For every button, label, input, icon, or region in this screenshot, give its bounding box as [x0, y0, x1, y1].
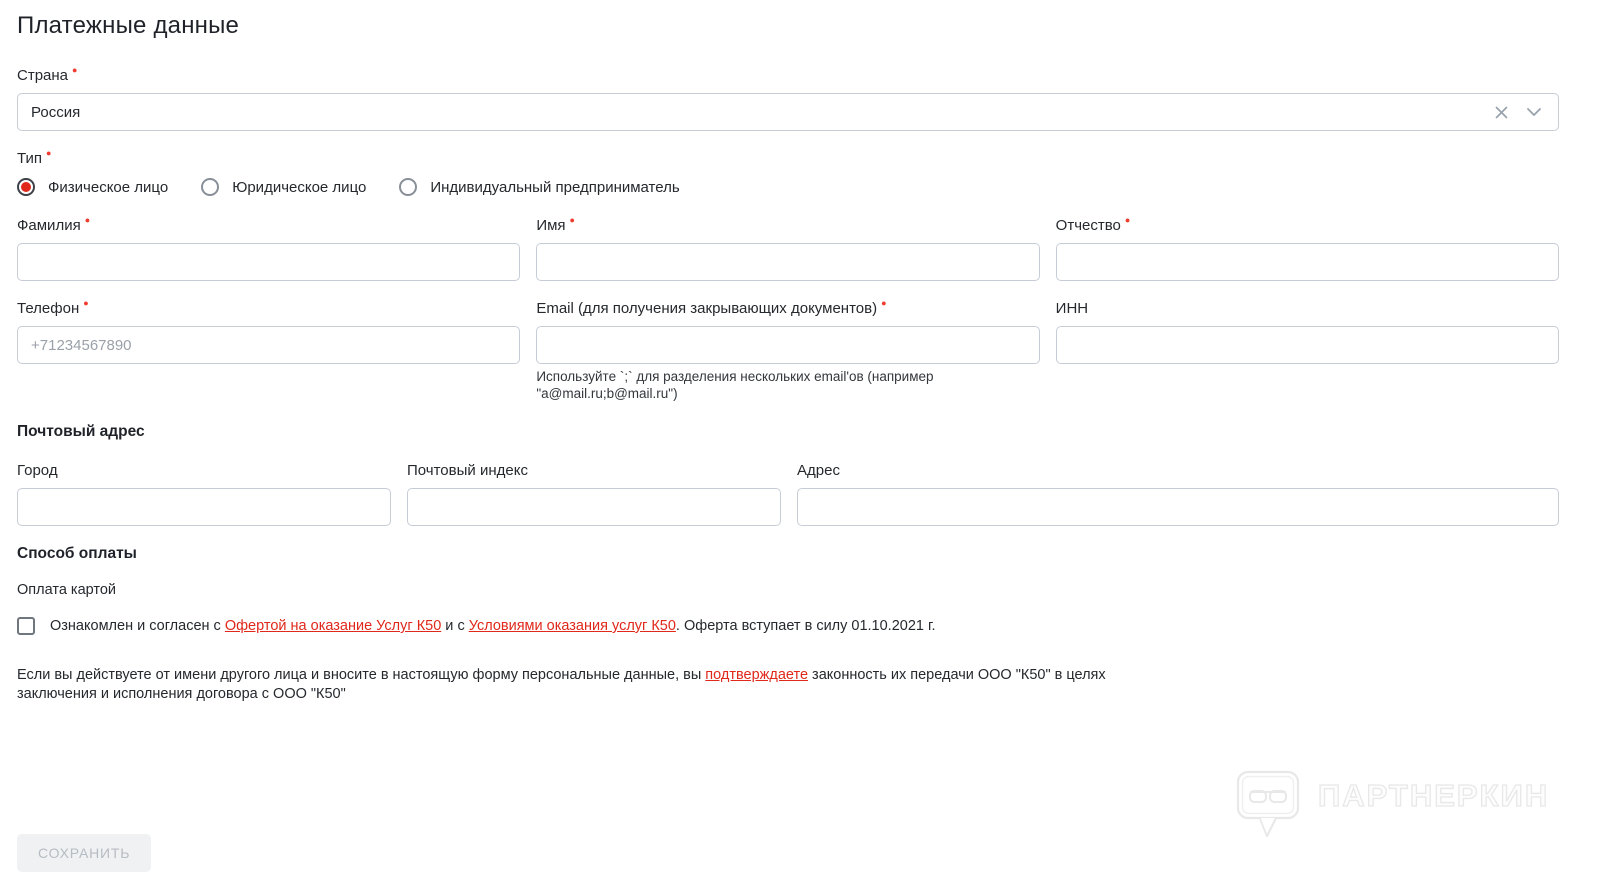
disclaimer-before: Если вы действуете от имени другого лица и вносите в настоящую форму персональные данные, вы: [17, 667, 706, 683]
city-input[interactable]: [17, 488, 391, 526]
radio-unchecked-icon: [399, 178, 417, 196]
phone-label: [17, 300, 520, 318]
postal-code-field-group: [407, 462, 781, 526]
radio-label: Индивидуальный предприниматель: [430, 178, 680, 196]
type-label-text: Тип: [17, 150, 43, 167]
postal-code-label-text: Почтовый индекс: [407, 462, 528, 479]
required-dot: ●: [569, 215, 575, 225]
email-field-group: [536, 300, 1039, 402]
country-select-value: Россия: [31, 103, 81, 121]
disclaimer-text: [17, 666, 1167, 704]
terms-link[interactable]: Условиями оказания услуг К50: [468, 618, 676, 634]
payment-method-value: Оплата картой: [17, 582, 117, 598]
last-name-field-group: [17, 217, 520, 281]
country-label: [17, 67, 1559, 85]
agreement-text-after: . Оферта вступает в силу 01.10.2021 г.: [675, 618, 936, 634]
middle-name-input[interactable]: [1056, 243, 1559, 281]
country-label-text: Страна: [17, 67, 69, 84]
payment-method-section-title: Способ оплаты: [17, 545, 137, 562]
first-name-input[interactable]: [536, 243, 1039, 281]
city-label: [17, 462, 391, 480]
city-field-group: [17, 462, 391, 526]
radio-label: Юридическое лицо: [232, 178, 367, 196]
contact-fields-row: [17, 300, 1559, 402]
inn-label-text: ИНН: [1055, 300, 1089, 317]
required-dot: ●: [1124, 215, 1131, 225]
required-dot: ●: [83, 298, 89, 308]
disclaimer-after: законность их передачи ООО "К50" в целях заключения и исполнения договора с ООО "К50": [17, 667, 1106, 702]
country-select[interactable]: [17, 93, 1559, 131]
page-title: Платежные данные: [17, 12, 240, 39]
middle-name-label-text: Отчество: [1055, 217, 1121, 234]
last-name-label-text: Фамилия: [17, 217, 81, 234]
type-label: [17, 150, 1559, 168]
confirm-link[interactable]: подтверждаете: [705, 667, 809, 683]
email-label-text: Email (для получения закрывающих документов): [536, 300, 878, 317]
phone-label-text: Телефон: [17, 300, 80, 317]
email-input[interactable]: [536, 326, 1039, 364]
required-dot: ●: [881, 298, 887, 308]
radio-entrepreneur[interactable]: [399, 178, 679, 196]
address-label: [797, 462, 1559, 480]
first-name-label-text: Имя: [536, 217, 566, 234]
agreement-text: [50, 618, 936, 634]
agreement-text-middle: и с: [441, 618, 469, 634]
postal-code-label: [407, 462, 781, 480]
first-name-field-group: [536, 217, 1039, 281]
partnerkin-logo-icon: [1236, 770, 1302, 838]
radio-individual-person[interactable]: [17, 178, 168, 196]
email-hint: Используйте `;` для разделения нескольких email'ов (например "a@mail.ru;b@mail.ru"): [536, 369, 934, 401]
agreement-row: [17, 617, 1559, 635]
phone-field-group: [17, 300, 520, 402]
email-label: [536, 300, 1039, 318]
address-fields-row: [17, 462, 1559, 526]
address-label-text: Адрес: [797, 462, 840, 479]
watermark-text: ПАРТНЕРКИН: [1318, 778, 1550, 813]
last-name-input[interactable]: [17, 243, 520, 281]
inn-field-group: [1056, 300, 1559, 402]
last-name-label: [17, 217, 520, 235]
offer-link[interactable]: Офертой на оказание Услуг К50: [224, 618, 442, 634]
middle-name-label: [1056, 217, 1559, 235]
radio-legal-entity[interactable]: [201, 178, 366, 196]
inn-input[interactable]: [1056, 326, 1559, 364]
radio-label: Физическое лицо: [48, 178, 169, 196]
type-radio-group: [17, 178, 1559, 196]
name-fields-row: [17, 217, 1559, 281]
postal-code-input[interactable]: [407, 488, 781, 526]
agreement-text-before: Ознакомлен и согласен с: [50, 618, 225, 634]
watermark: [1236, 770, 1549, 838]
required-dot: ●: [84, 215, 91, 225]
inn-label: [1056, 300, 1559, 318]
clear-icon[interactable]: [1489, 100, 1513, 124]
agreement-checkbox[interactable]: [17, 617, 35, 635]
city-label-text: Город: [17, 462, 58, 479]
address-input[interactable]: [797, 488, 1559, 526]
postal-address-section-title: Почтовый адрес: [17, 423, 145, 440]
save-button[interactable]: СОХРАНИТЬ: [17, 834, 151, 872]
chevron-down-icon[interactable]: [1522, 100, 1546, 124]
radio-checked-icon: [17, 178, 35, 196]
middle-name-field-group: [1056, 217, 1559, 281]
required-dot: ●: [46, 148, 52, 158]
address-field-group: [797, 462, 1559, 526]
phone-input[interactable]: [17, 326, 520, 364]
required-dot: ●: [72, 65, 78, 75]
radio-unchecked-icon: [201, 178, 219, 196]
first-name-label: [536, 217, 1039, 235]
